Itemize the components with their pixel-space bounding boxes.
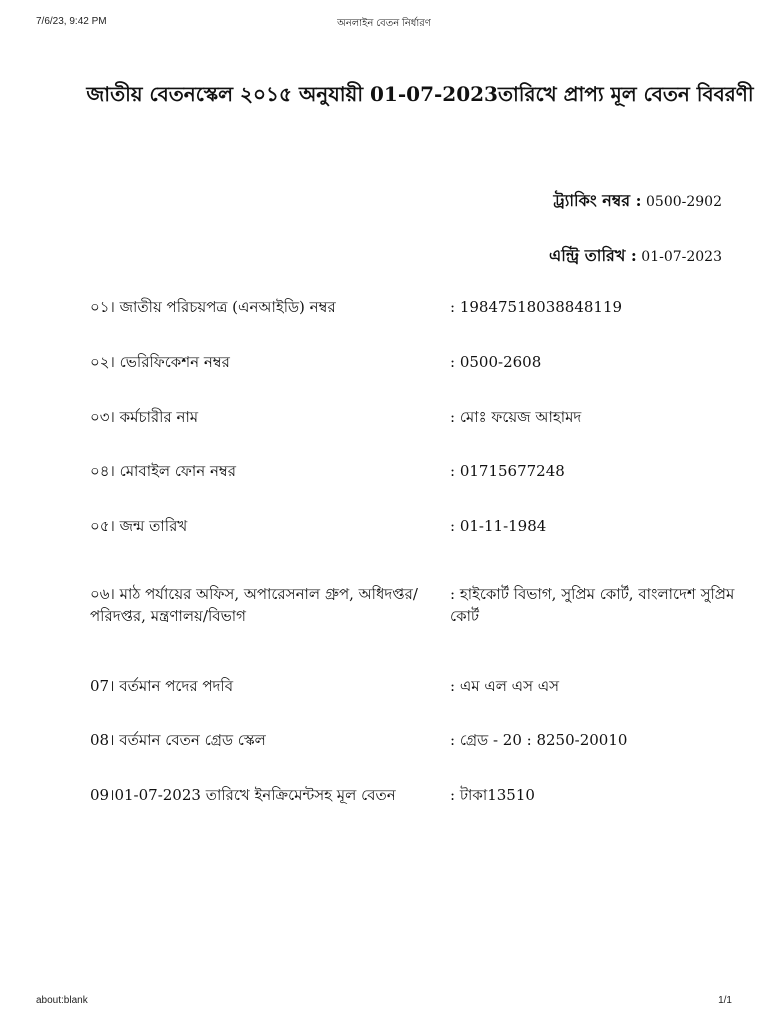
row-label: 01-07-2023 তারিখে ইনক্রিমেন্টসহ মূল বেতন	[114, 786, 396, 804]
row-label: বর্তমান পদের পদবি	[119, 677, 234, 695]
print-page-title: অনলাইন বেতন নির্ধারণ	[337, 18, 431, 29]
tracking-label: ট্র্যাকিং নম্বর :	[553, 191, 642, 210]
row-label: জন্ম তারিখ	[119, 517, 188, 535]
row-label: বর্তমান বেতন গ্রেড স্কেল	[119, 731, 266, 749]
entry-date-value: 01-07-2023	[641, 249, 722, 265]
row-label: কর্মচারীর নাম	[119, 408, 199, 426]
row-number: ০১।	[90, 298, 115, 316]
tracking-number	[553, 188, 722, 215]
row-label: মোবাইল ফোন নম্বর	[119, 462, 237, 480]
row-label: মাঠ পর্যায়ের অফিস, অপারেসনাল গ্রুপ, অধিদপ্তর/পরিদপ্তর, মন্ত্রণালয়/বিভাগ	[90, 585, 418, 625]
row-number: 08।	[90, 731, 115, 749]
row-value: : 0500-2608	[450, 353, 542, 371]
entry-date-label: এন্ট্রি তারিখ :	[549, 246, 637, 265]
row-number: ০২।	[90, 353, 115, 371]
row-value: : হাইকোর্ট বিভাগ, সুপ্রিম কোর্ট, বাংলাদেশ সুপ্রিম কোর্ট	[450, 585, 735, 625]
row-number: 09।	[90, 786, 115, 804]
document-title: জাতীয় বেতনস্কেল ২০১৫ অনুযায়ী 01-07-2023তারিখে প্রাপ্য মূল বেতন বিবরণী	[86, 82, 754, 106]
row-label: ভেরিফিকেশন নম্বর	[119, 353, 230, 371]
row-number: ০৫।	[90, 517, 115, 535]
entry-date	[549, 243, 722, 270]
print-header	[0, 16, 768, 32]
tracking-value: 0500-2902	[646, 194, 722, 210]
row-value: : গ্রেড - 20 : 8250-20010	[450, 731, 628, 749]
page-number: 1/1	[718, 995, 732, 1006]
row-value: : মোঃ ফয়েজ আহামদ	[450, 408, 582, 426]
print-url: about:blank	[36, 995, 88, 1006]
row-value: : 01715677248	[450, 462, 565, 480]
row-value: : 01-11-1984	[450, 517, 547, 535]
row-value: : টাকা13510	[450, 786, 535, 804]
row-number: ০৩।	[90, 408, 115, 426]
row-value: : এম এল এস এস	[450, 677, 560, 695]
print-footer	[0, 995, 768, 1011]
row-number: 07।	[90, 677, 115, 695]
row-number: ০৪।	[90, 462, 115, 480]
print-datetime: 7/6/23, 9:42 PM	[36, 16, 107, 27]
row-number: ০৬।	[90, 585, 115, 603]
row-value: : 19847518038848119	[450, 298, 623, 316]
row-label: জাতীয় পরিচয়পত্র (এনআইডি) নম্বর	[119, 298, 336, 316]
